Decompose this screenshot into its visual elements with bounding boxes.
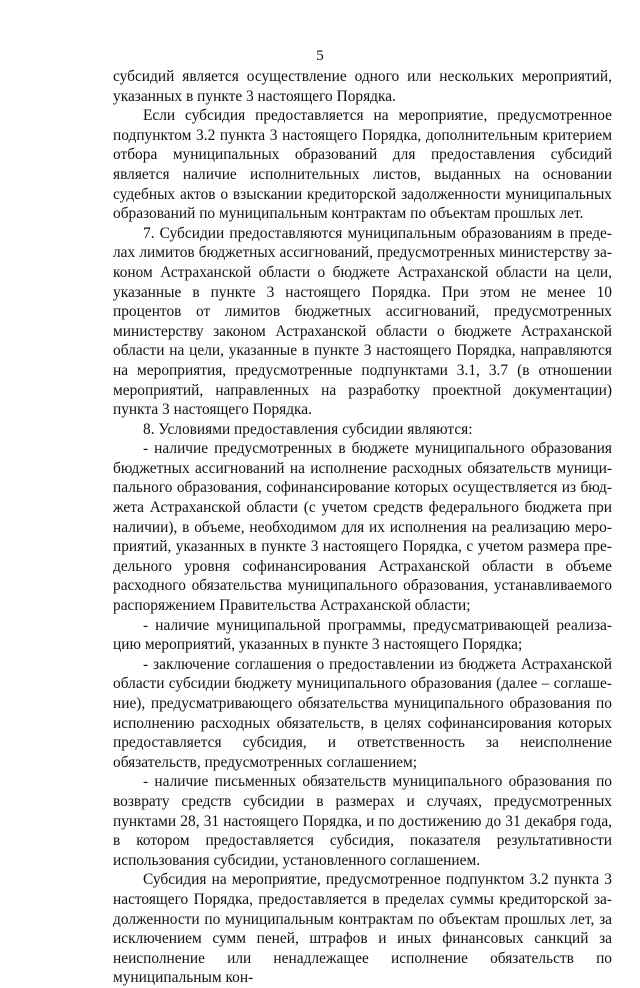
paragraph-subsidy-criterion: Если субсидия предоставляется на мероприятие, предусмотренное подпунктом 3.2 пункта 3 настоящего Порядка, дополнительным критерием отбора муниципальных образований для предоставления субсидий является наличие исполнительных листов, выданных на основании судебных актов о взыскании кредиторской задолженности муниципальных образований по муниципальным контрактам по объектам прошлых лет.	[113, 107, 612, 223]
paragraph-item-8: 8. Условиями предоставления субсидии являются:	[143, 420, 473, 438]
condition-budget-allocations: - наличие предусмотренных в бюджете муниципального образования бюджетных ассигнований на исполнение расходных обязательств муниципального образования, софинансирование которых осуществляется из бюджета Астраханской области (с учетом средств федерального бюджета при наличии), в объеме, необходимом для их исполнения на реализацию мероприятий, указанных в пункте 3 настоящего Порядка, с учетом размера предельного уровня софинансирования Астраханской области в объеме расходного обязательства муниципального образования, устанавливаемого распоряжением Правительства Астраханской области;	[113, 440, 612, 615]
paragraph-continuation: субсидий является осуществление одного или нескольких мероприятий, указанных в пункте 3 настоящего Порядка.	[113, 68, 612, 105]
paragraph-item-7: 7. Субсидии предоставляются муниципальным образованиям в пределах лимитов бюджетных ассигнований, предусмотренных министерству законом Астраханской области о бюджете Астраханской области на цели, указанные в пункте 3 настоящего Порядка. При этом не менее 10 процентов от лимитов бюджетных ассигнований, предусмотренных министерству законом Астраханской области о бюджете Астраханской области на цели, указанные в пункте 3 настоящего Порядка, направляются на мероприятия, предусмотренные подпунктами 3.1, 3.7 (в отношении мероприятий, направленных на разработку проектной документации) пункта 3 настоящего Порядка.	[113, 224, 612, 419]
condition-municipal-program: - наличие муниципальной программы, предусматривающей реализацию мероприятий, указанных в пункте 3 настоящего Порядка;	[113, 616, 612, 654]
condition-agreement: - заключение соглашения о предоставлении из бюджета Астраханской области субсидии бюджету муниципального образования (далее – соглашение), предусматривающего обязательства муниципального образования по исполнению расходных обязательств, в целях софинансирования которых предоставляется субсидия, и ответственность за неисполнение обязательств, предусмотренных соглашением;	[113, 655, 612, 771]
body-text	[113, 67, 612, 988]
paragraph-subsidy-limit: Субсидия на мероприятие, предусмотренное подпунктом 3.2 пункта 3 настоящего Порядка, предоставляется в пределах суммы кредиторской задолженности по муниципальным контрактам по объектам прошлых лет, за исключением сумм пеней, штрафов и иных финансовых санкций за неисполнение или ненадлежащее исполнение обязательств по муниципальным кон-	[113, 871, 612, 987]
page-number: 5	[316, 48, 324, 64]
condition-written-obligations: - наличие письменных обязательств муниципального образования по возврату средств субсидии в размерах и случаях, предусмотренных пунктами 28, 31 настоящего Порядка, и по достижению до 31 декабря года, в котором предоставляется субсидия, показателя результативности использования субсидии, установленного соглашением.	[113, 773, 612, 869]
